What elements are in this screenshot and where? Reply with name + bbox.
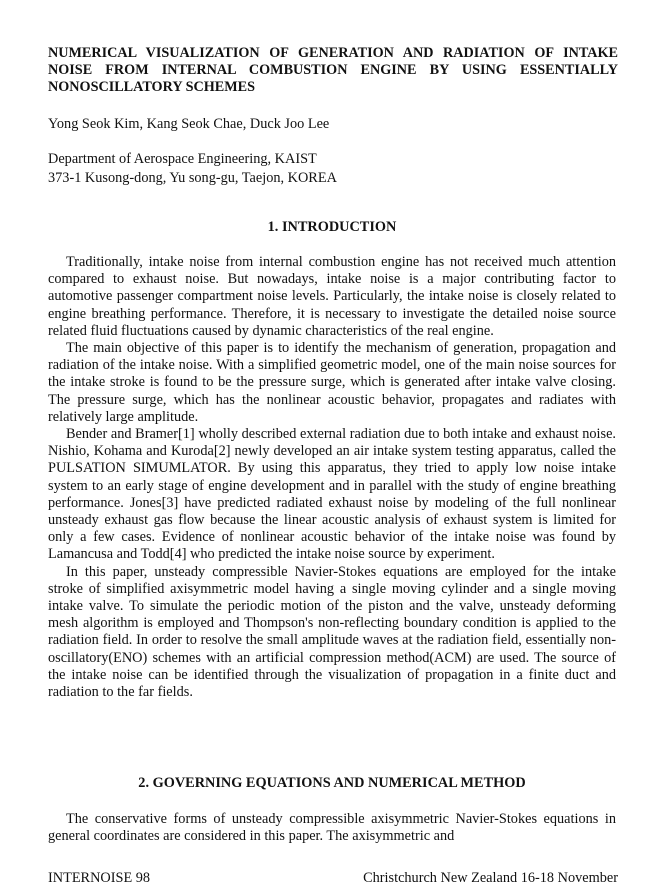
affiliation [48,150,337,188]
paragraph: Bender and Bramer[1] wholly described external radiation due to both intake and exhaust noise. Nishio, Kohama and Kuroda[2] newly developed an air intake system testing apparatus, called the PULSATION SIMUMLATOR. By using this apparatus, they tried to apply low noise intake system to an early stage of engine development and in parallel with the study of engine breathing performance. Jones[3] have predicted radiated exhaust noise by modeling of the full nonlinear unsteady exhaust gas flow because the linear acoustic analysis of exhaust system is limited for only a few cases. Evidence of nonlinear acoustic behavior of the intake noise was found by Lamancusa and Todd[4] who predicted the intake noise source by experiment. [48,426,616,563]
paragraph: The conservative forms of unsteady compressible axisymmetric Navier-Stokes equations in general coordinates are considered in this paper. The axisymmetric and [48,811,616,845]
affiliation-line-2: 373-1 Kusong-dong, Yu song-gu, Taejon, KOREA [48,170,337,186]
section-2-heading: 2. GOVERNING EQUATIONS AND NUMERICAL METHOD [138,775,526,791]
section-1-heading: 1. INTRODUCTION [267,219,397,235]
paragraph: The main objective of this paper is to identify the mechanism of generation, propagation and radiation of the intake noise. With a simplified geometric model, one of the main noise sources for the intake stroke is found to be the pressure surge, which is generated after intake valve closing. The pressure surge, which has the nonlinear acoustic behavior, propagates and radiates with relatively large amplitude. [48,340,616,425]
paragraph: Traditionally, intake noise from internal combustion engine has not received much attention compared to exhaust noise. But nowadays, intake noise is a major contributing factor to automotive passenger compartment noise levels. Particularly, the intake noise is closely related to engine breathing performance. Therefore, it is necessary to investigate the detailed noise source related fluid fluctuations caused by dynamic characteristics of the real engine. [48,254,616,339]
affiliation-line-1: Department of Aerospace Engineering, KAIST [48,151,317,167]
author-list: Yong Seok Kim, Kang Seok Chae, Duck Joo Lee [48,116,330,132]
footer-location-date: Christchurch New Zealand 16-18 November [363,870,618,886]
paper-title: NUMERICAL VISUALIZATION OF GENERATION AND RADIATION OF INTAKE NOISE FROM INTERNAL COMBUSTION ENGINE BY USING ESSENTIALLY NONOSCILLATORY SCHEMES [48,45,618,95]
paragraph: In this paper, unsteady compressible Navier-Stokes equations are employed for the intake stroke of simplified axisymmetric model having a single moving cylinder and a single moving intake valve. To simulate the periodic motion of the piston and the valve, unsteady deforming mesh algorithm is employed and Thompson's non-reflecting boundary condition is applied to the radiation field. In order to resolve the small amplitude waves at the radiation field, essentially non-oscillatory(ENO) schemes with an artificial compression method(ACM) are used. The source of the intake noise can be identified through the visualization of propagation in a finite duct and radiation to the far fields. [48,563,616,701]
footer-conference: INTERNOISE 98 [48,870,151,886]
section-2-body [48,811,616,845]
section-1-body [48,254,616,701]
